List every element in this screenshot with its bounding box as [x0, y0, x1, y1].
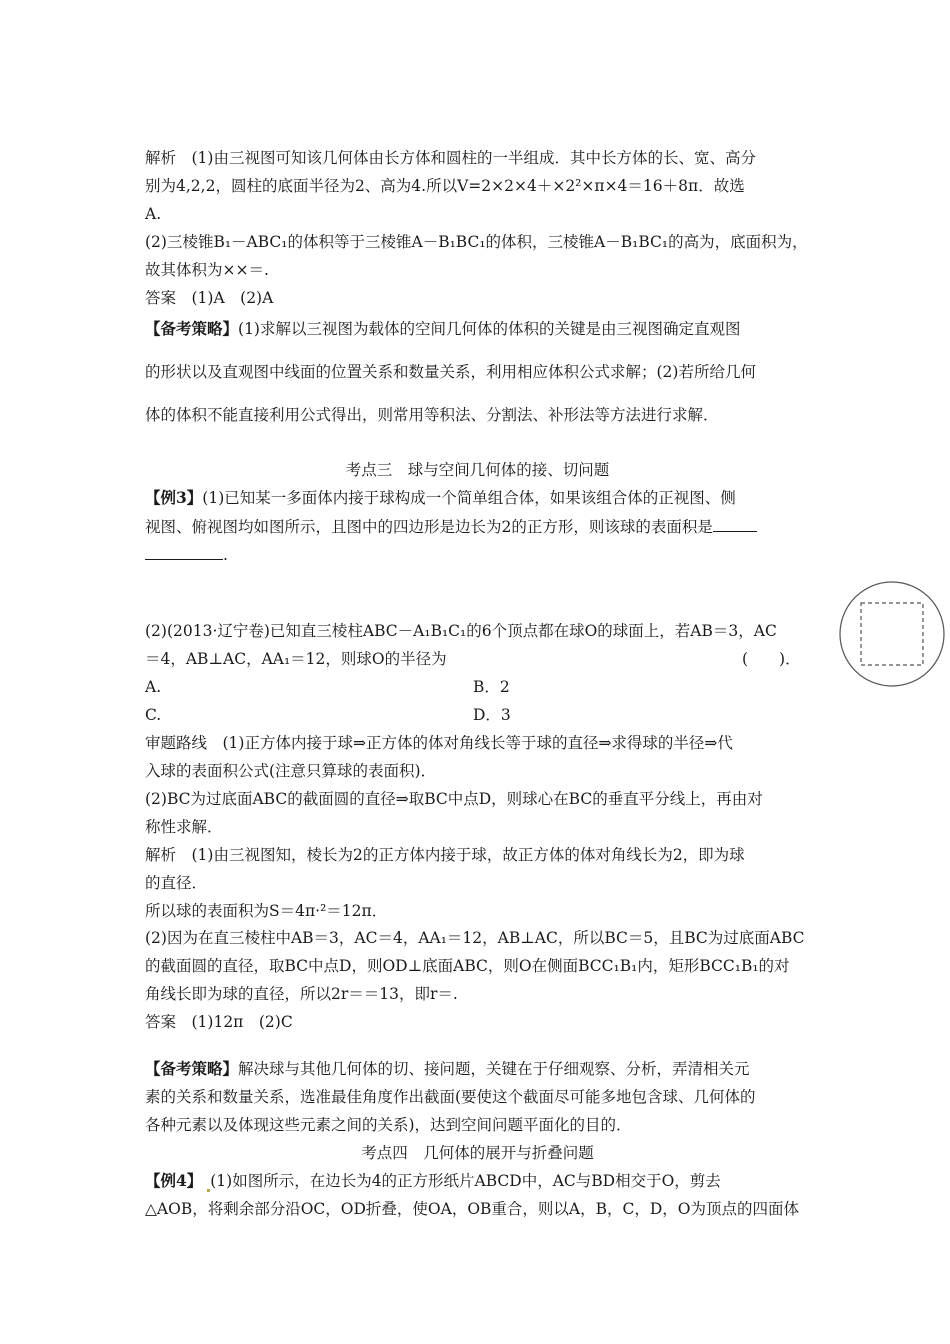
example-3-tag: 【例3】	[145, 488, 203, 507]
solution-3-line-1: 解析 (1)由三视图知，棱长为2的正方体内接于球，故正方体的体对角线长为2，即为球	[145, 846, 745, 864]
solution-line-2: 别为4,2,2，圆柱的底面半径为2、高为4.所以V=2×2×4＋×2²×π×4＝16＋8π．故选	[145, 177, 745, 195]
section-heading-4: 考点四 几何体的展开与折叠问题	[361, 1144, 594, 1162]
route-line-3: (2)BC为过底面ABC的截面圆的直径⇒取BC中点D，则球心在BC的垂直平分线上，再由对	[145, 790, 763, 808]
example-4-line-2: △AOB，将剩余部分沿OC，OD折叠，使OA，OB重合，则以A，B，C，D，O为顶点的四面体	[145, 1200, 799, 1218]
strategy-tag: 【备考策略】	[145, 319, 239, 338]
answer-paren: ( )．	[742, 650, 801, 668]
strategy-2-line-3: 各种元素以及体现这些元素之间的关系)，达到空间问题平面化的目的．	[145, 1116, 632, 1134]
strategy-1-line-1: 【备考策略】(1)求解以三视图为载体的空间几何体的体积的关键是由三视图确定直观图	[145, 319, 741, 338]
solution-line-4: (2)三棱锥B₁－ABC₁的体积等于三棱锥A－B₁BC₁的体积，三棱锥A－B₁BC₁的高为，底面积为，	[145, 233, 808, 251]
option-a: A.	[145, 678, 162, 696]
question-2-line-2: ＝4，AB⊥AC，AA₁＝12，则球O的半径为	[145, 650, 447, 668]
answer-blank-cont	[145, 543, 223, 560]
route-line-4: 称性求解．	[145, 818, 223, 836]
option-c: C.	[145, 706, 162, 724]
option-d: D．3	[473, 706, 511, 724]
question-2-line-1: (2)(2013·辽宁卷)已知直三棱柱ABC－A₁B₁C₁的6个顶点都在球O的球面上，若AB＝3，AC	[145, 622, 777, 640]
solution-line-1: 解析 (1)由三视图可知该几何体由长方体和圆柱的一半组成．其中长方体的长、宽、高分	[145, 149, 756, 167]
strategy-1-line-3: 体的体积不能直接利用公式得出，则常用等积法、分割法、补形法等方法进行求解．	[145, 406, 719, 424]
answer-blank	[713, 515, 757, 532]
strategy-1-line-2: 的形状以及直观图中线面的位置关系和数量关系，利用相应体积公式求解；(2)若所给几何	[145, 363, 756, 381]
example-3-line-2: 视图、俯视图均如图所示，且图中的四边形是边长为2的正方形，则该球的表面积是	[145, 515, 757, 538]
section-heading-3: 考点三 球与空间几何体的接、切问题	[345, 461, 610, 479]
route-line-1: 审题路线 (1)正方体内接于球⇒正方体的体对角线长等于球的直径⇒求得球的半径⇒代	[145, 734, 733, 752]
solution-3-line-2: 的直径．	[145, 874, 208, 892]
strategy-2-line-1: 【备考策略】解决球与其他几何体的切、接问题，关键在于仔细观察、分析，弄清相关元	[145, 1059, 750, 1078]
example-4-tag: 【例4】	[145, 1171, 203, 1190]
example-3-line-1: 【例3】(1)已知某一多面体内接于球构成一个简单组合体，如果该组合体的正视图、侧	[145, 488, 736, 507]
dashed-square	[861, 603, 923, 665]
strategy-tag: 【备考策略】	[145, 1059, 239, 1078]
solution-line-3: A.	[145, 205, 162, 223]
solution-3-line-3: 所以球的表面积为S＝4π·²＝12π．	[145, 902, 388, 920]
route-line-2: 入球的表面积公式(注意只算球的表面积)．	[145, 762, 437, 780]
option-b: B．2	[473, 678, 510, 696]
sphere-circle	[840, 582, 944, 686]
example-3-line-3: .	[145, 543, 228, 566]
three-view-figure	[838, 580, 946, 688]
solution-3-line-6: 角线长即为球的直径，所以2r＝＝13，即r＝.	[145, 985, 458, 1003]
answer-line: 答案 (1)A (2)A	[145, 289, 274, 307]
answer-3-line: 答案 (1)12π (2)C	[145, 1013, 293, 1031]
example-4-line-1: 【例4】 (1)如图所示，在边长为4的正方形纸片ABCD中，AC与BD相交于O，剪去	[145, 1171, 721, 1190]
solution-3-line-4: (2)因为在直三棱柱中AB＝3，AC＝4，AA₁＝12，AB⊥AC，所以BC＝5，且BC为过底面ABC	[145, 929, 805, 947]
strategy-2-line-2: 素的关系和数量关系，选准最佳角度作出截面(要使这个截面尽可能多地包含球、几何体的	[145, 1088, 756, 1106]
solution-line-5: 故其体积为××＝.	[145, 261, 269, 279]
solution-3-line-5: 的截面圆的直径，取BC中点D，则OD⊥底面ABC，则O在侧面BCC₁B₁内，矩形BCC₁B₁的对	[145, 957, 790, 975]
